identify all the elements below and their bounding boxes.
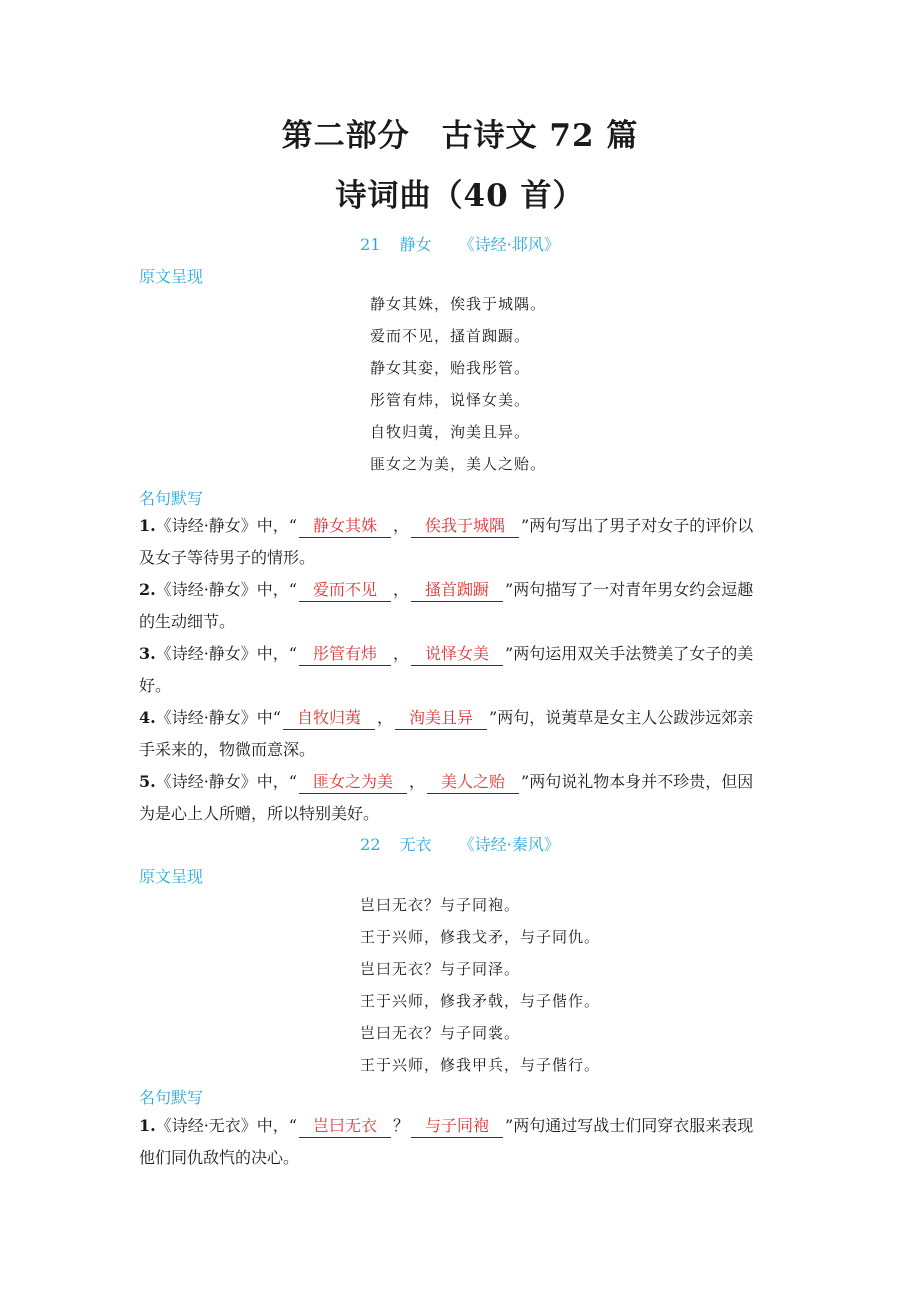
verse-line: 彤管有炜，说怿女美。	[370, 391, 531, 409]
answer-blank: 静女其姝	[299, 515, 391, 538]
verse-line: 自牧归荑，洵美且异。	[370, 423, 531, 441]
verse-line: 王于兴师，修我戈矛，与子同仇。	[360, 928, 601, 946]
verse-line: 岂曰无衣？与子同裳。	[360, 1024, 521, 1042]
page-title: 第二部分 古诗文 72 篇	[281, 118, 639, 154]
answer-blank: 洵美且异	[395, 707, 487, 730]
poem-number: 21	[360, 235, 381, 254]
answer-blank: 匪女之为美	[299, 771, 407, 794]
verse-line: 静女其娈，贻我彤管。	[370, 359, 531, 377]
question: 1.《诗经·静女》中，“ 静女其姝 ， 俟我于城隅 ”两句写出了男子对女子的评价以 及女子等待男子的情形。	[139, 516, 754, 567]
page-subtitle: 诗词曲（40 首）	[335, 178, 585, 214]
question: 2.《诗经·静女》中，“ 爱而不见 ， 搔首踟蹰 ”两句描写了一对青年男女约会逗趣 的生动细节。	[139, 580, 754, 631]
section-original-text: 原文呈现	[139, 867, 204, 886]
poem-verse	[370, 288, 546, 480]
verse-line: 匪女之为美，美人之贻。	[370, 455, 547, 473]
poem-source: 《诗经·邶风》	[458, 235, 560, 254]
section-quiz: 名句默写	[139, 1088, 204, 1107]
section-quiz: 名句默写	[139, 489, 204, 508]
verse-line: 静女其姝，俟我于城隅。	[370, 295, 547, 313]
question: 1.《诗经·无衣》中，“ 岂曰无衣 ？ 与子同袍 ”两句通过写战士们同穿衣服来表现 他们同仇敌忾的决心。	[139, 1116, 754, 1167]
answer-blank: 俟我于城隅	[411, 515, 519, 538]
question: 3.《诗经·静女》中，“ 彤管有炜 ， 说怿女美 ”两句运用双关手法赞美了女子的美 好。	[139, 644, 754, 695]
question: 4.《诗经·静女》中“ 自牧归荑 ， 洵美且异 ”两句，说荑草是女主人公跋涉远郊亲 手采来的，物微而意深。	[139, 708, 754, 759]
verse-line: 王于兴师，修我矛戟，与子偕作。	[360, 992, 601, 1010]
verse-line: 岂曰无衣？与子同袍。	[360, 896, 521, 914]
poem-name: 无衣	[399, 835, 432, 854]
poem-name: 静女	[399, 235, 432, 254]
answer-blank: 岂曰无衣	[299, 1115, 391, 1138]
question: 5.《诗经·静女》中，“ 匪女之为美 ， 美人之贻 ”两句说礼物本身并不珍贵，但因 为是心上人所赠，所以特别美好。	[139, 772, 754, 823]
answer-blank: 爱而不见	[299, 579, 391, 602]
answer-blank: 美人之贻	[427, 771, 519, 794]
answer-blank: 搔首踟蹰	[411, 579, 503, 602]
section-original-text: 原文呈现	[139, 267, 204, 286]
verse-line: 爱而不见，搔首踟蹰。	[370, 327, 531, 345]
verse-line: 岂曰无衣？与子同泽。	[360, 960, 521, 978]
poem-heading	[0, 832, 920, 855]
poem-source: 《诗经·秦风》	[458, 835, 560, 854]
poem-heading	[0, 232, 920, 255]
poem-number: 22	[360, 835, 381, 854]
poem-verse	[360, 889, 600, 1081]
verse-line: 王于兴师，修我甲兵，与子偕行。	[360, 1056, 601, 1074]
answer-blank: 与子同袍	[411, 1115, 503, 1138]
answer-blank: 自牧归荑	[283, 707, 375, 730]
answer-blank: 说怿女美	[411, 643, 503, 666]
answer-blank: 彤管有炜	[299, 643, 391, 666]
